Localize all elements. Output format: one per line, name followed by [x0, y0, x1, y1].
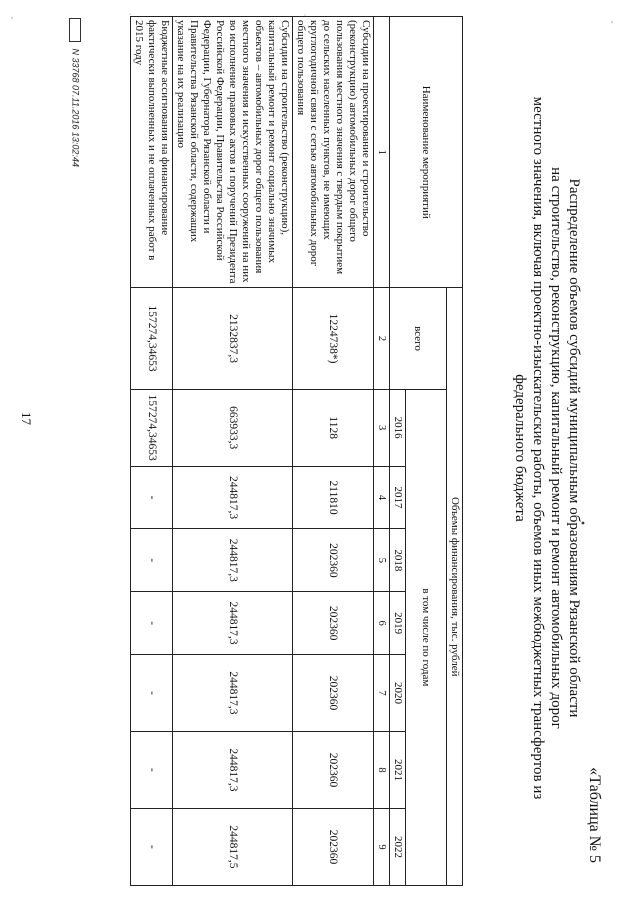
row-value: 244817,3 — [173, 655, 293, 732]
col-number: 3 — [374, 389, 390, 466]
col-header-funding: Объемы финансирования, тыс. рублей — [447, 288, 463, 886]
row-value: 244817,5 — [173, 808, 293, 885]
row-value: - — [131, 529, 173, 592]
row-value: 244817,3 — [173, 466, 293, 529]
row-total: 157274,34653 — [131, 288, 173, 389]
col-header-total: всего — [390, 288, 447, 389]
year-header: 2021 — [390, 731, 406, 808]
page-number: 17 — [19, 412, 34, 425]
col-number: 8 — [374, 731, 390, 808]
row-value: - — [131, 466, 173, 529]
row-value: - — [131, 731, 173, 808]
rotated-page-content — [13, 8, 603, 893]
year-header: 2020 — [390, 655, 406, 732]
table-label: «Таблица № 5 — [586, 767, 603, 863]
table-row — [131, 17, 173, 886]
table-row — [173, 17, 293, 886]
title-line: Распределение объемов субсидий муниципальным образованиям Рязанской области — [566, 178, 582, 718]
row-name: Субсидии на проектирование и строительство (реконструкцию) автомобильных дорог общего пользования местного значения с твердым покрытием до сельских населенных пунктов, не имеющих круглогодичной связи с сетью автомобильных дорог общего пользования — [293, 17, 374, 288]
row-value: - — [131, 592, 173, 655]
title-line: местного значения, включая проектно-изыскательские работы, объемов иных межбюджетных трансфертов из — [530, 96, 546, 800]
row-value: 202360 — [293, 655, 374, 732]
col-number: 5 — [374, 529, 390, 592]
col-number: 4 — [374, 466, 390, 529]
row-total: 1224738*) — [293, 288, 374, 389]
funding-table — [130, 16, 463, 886]
col-number: 2 — [374, 288, 390, 389]
stamp-logo-icon — [69, 18, 81, 42]
col-number: 1 — [374, 17, 390, 288]
row-name: Субсидии на строительство (реконструкцию), капитальный ремонт и ремонт социально значимых объектов – автомобильных дорог общего пользования местного значения и искусственных сооружений на них во исполнение правовых актов и поручений Президента Российской Федерации, Правительства Российской Федерации, Губернатора Рязанской области и Правительства Рязанской области, содержащих указание на их реализацию — [173, 17, 293, 288]
year-header: 2022 — [390, 808, 406, 885]
title-line: федерального бюджета — [512, 374, 528, 522]
row-value: 1128 — [293, 389, 374, 466]
row-value: 663933,3 — [173, 389, 293, 466]
row-value: 244817,3 — [173, 592, 293, 655]
row-value: - — [131, 808, 173, 885]
title-line: на строительство, реконструкцию, капитальный ремонт и ремонт автомобильных дорог — [548, 167, 564, 729]
document-title — [511, 68, 583, 828]
col-number: 6 — [374, 592, 390, 655]
row-value: 202360 — [293, 592, 374, 655]
col-number: 9 — [374, 808, 390, 885]
row-value: 244817,3 — [173, 529, 293, 592]
col-number: 7 — [374, 655, 390, 732]
registration-stamp — [69, 18, 81, 167]
row-value: 202360 — [293, 529, 374, 592]
col-header-name: Наименование мероприятий — [390, 17, 463, 288]
row-value: 211810 — [293, 466, 374, 529]
year-header: 2018 — [390, 529, 406, 592]
row-value: 244817,3 — [173, 731, 293, 808]
row-total: 2132837,3 — [173, 288, 293, 389]
row-name: Бюджетные ассигнования на финансирование фактически выполненных и не оплаченных работ в 2015 году — [131, 17, 173, 288]
table-row — [293, 17, 374, 886]
stamp-text: N 33768 07.11.2016 13:02:44 — [70, 48, 81, 167]
row-value: 202360 — [293, 731, 374, 808]
column-number-row — [374, 17, 390, 886]
row-value: - — [131, 655, 173, 732]
year-header: 2019 — [390, 592, 406, 655]
year-header: 2017 — [390, 466, 406, 529]
row-value: 202360 — [293, 808, 374, 885]
year-header: 2016 — [390, 389, 406, 466]
row-value: 157274,34653 — [131, 389, 173, 466]
col-header-by-years: в том числе по годам — [406, 389, 447, 885]
